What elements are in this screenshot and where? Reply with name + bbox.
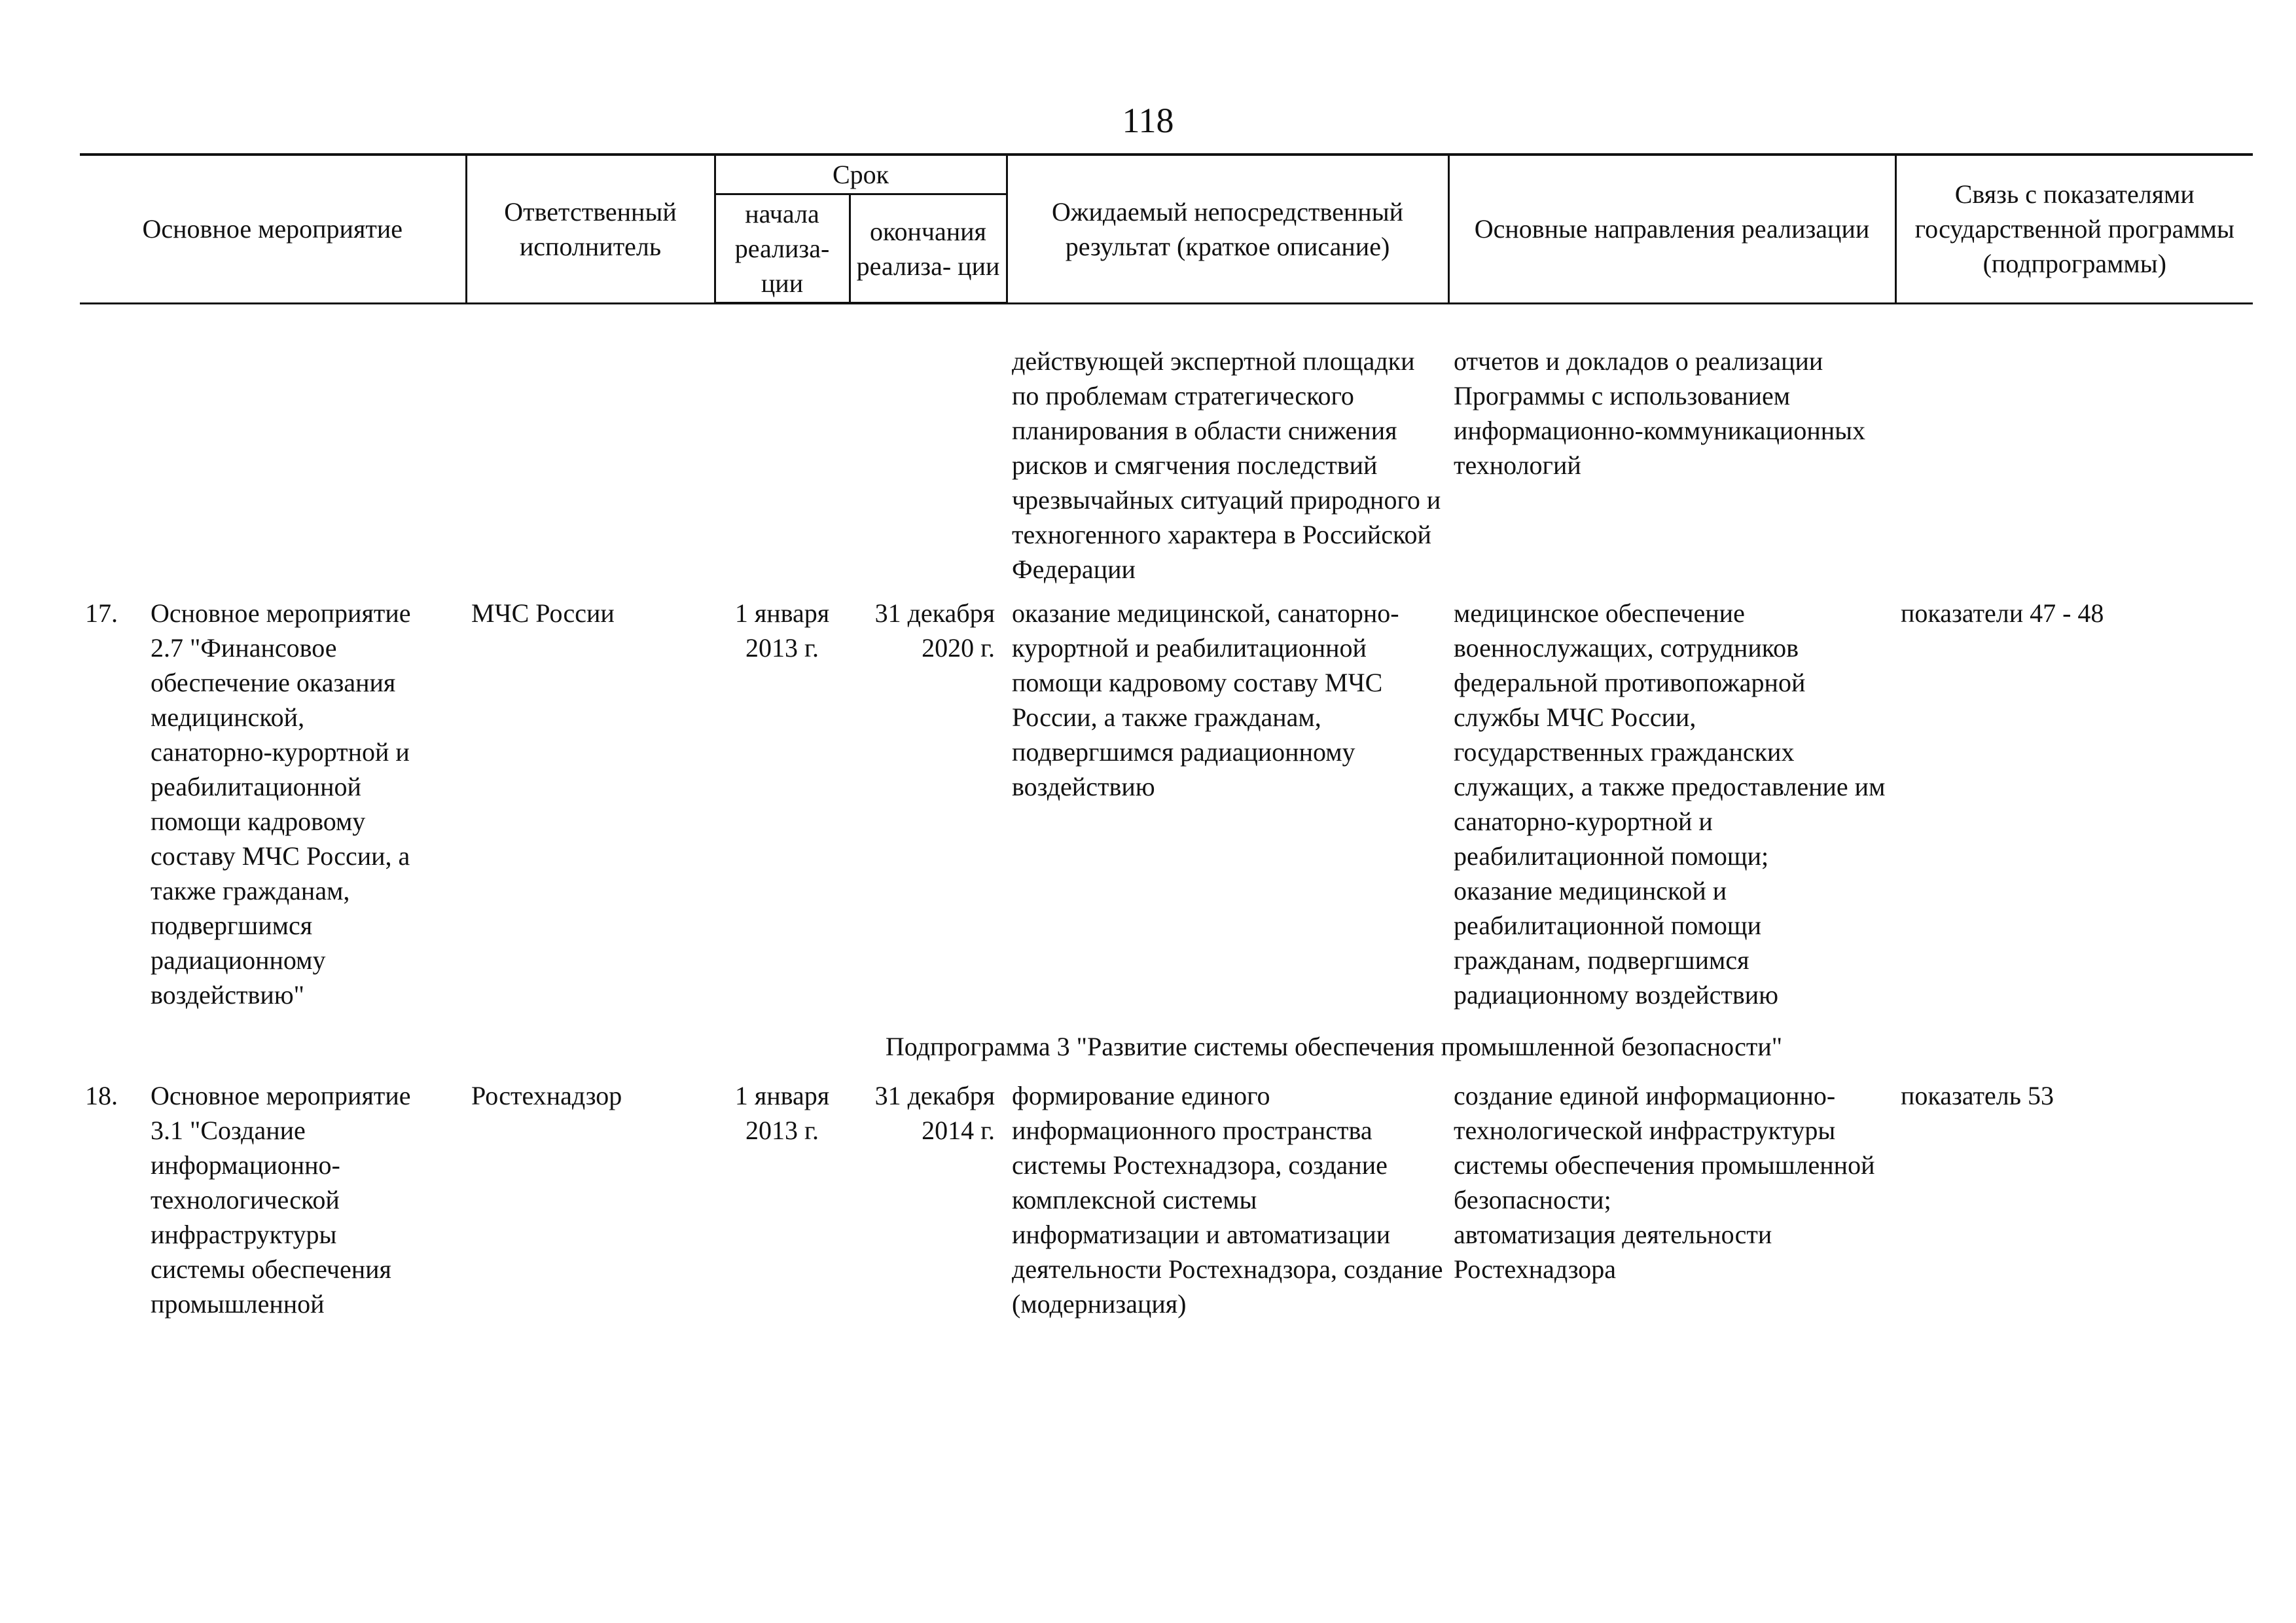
header-term: Срок: [715, 155, 1007, 194]
measures-table: [80, 153, 2253, 1329]
continuation-row: [80, 303, 2253, 596]
subprogram-row: [80, 1020, 2253, 1078]
directions-cell: [1448, 596, 1895, 1020]
start-date-cell: 1 января 2013 г.: [734, 598, 830, 663]
expected-result-cell: оказание медицинской, санаторно-курортной и реабилитационной помощи кадровому составу МЧС России, а также гражданам, подвергшимся радиационному воздействию: [1012, 598, 1399, 801]
directions-text: медицинское обеспечение военнослужащих, сотрудников федеральной противопожарной службы МЧС России, государственных гражданских служащих, а также предоставление им санаторно-курортной и реабилитационной помощи;: [1454, 598, 1886, 871]
header-directions: Основные направления реализации: [1448, 155, 1895, 303]
row-number: 18.: [85, 1080, 118, 1110]
indicators-cell: показатели 47 - 48: [1901, 598, 2104, 628]
expected-result-cell: формирование единого информационного пространства системы Ростехнадзора, создание комплексной системы информатизации и автоматизации деятельности Ростехнадзора, создание (модернизация): [1012, 1080, 1443, 1319]
table-row: [80, 596, 2253, 1020]
subprogram-title: Подпрограмма 3 "Развитие системы обеспечения промышленной безопасности": [885, 1031, 1783, 1061]
end-date-cell: 31 декабря 2014 г.: [874, 1080, 995, 1145]
header-start: начала реализа- ции: [715, 194, 850, 304]
directions-text-2: автоматизация деятельности Ростехнадзора: [1454, 1219, 1772, 1284]
measure-cell: [80, 596, 466, 1020]
row-number: 17.: [85, 598, 118, 628]
header-executor: Ответственный исполнитель: [466, 155, 715, 303]
executor-cell: Ростехнадзор: [471, 1080, 622, 1110]
directions-text: создание единой информационно-технологической инфраструктуры системы обеспечения промышленной безопасности;: [1454, 1080, 1875, 1214]
page-number: 118: [1122, 101, 1174, 140]
indicators-cell: показатель 53: [1901, 1080, 2054, 1110]
executor-cell: МЧС России: [471, 598, 615, 628]
continuation-expected-result: действующей экспертной площадки по проблемам стратегического планирования в области снижения рисков и смягчения последствий чрезвычайных ситуаций природного и техногенного характера в Российской Федерации: [1012, 346, 1441, 584]
header-measure: Основное мероприятие: [80, 155, 466, 303]
continuation-directions: отчетов и докладов о реализации Программы с использованием информационно-коммуникационных технологий: [1454, 346, 1866, 480]
measure-cell: [80, 1078, 466, 1329]
directions-cell: [1448, 1078, 1895, 1329]
header-end: окончания реализа- ции: [850, 194, 1007, 304]
header-indicators: Связь с показателями государственной программы (подпрограммы): [1895, 155, 2253, 303]
start-date-cell: 1 января 2013 г.: [734, 1080, 830, 1145]
header-expected-result: Ожидаемый непосредственный результат (краткое описание): [1007, 155, 1448, 303]
end-date-cell: 31 декабря 2020 г.: [874, 598, 995, 663]
table-row: [80, 1078, 2253, 1329]
table-header: [80, 155, 2253, 303]
directions-text-2: оказание медицинской и реабилитационной помощи гражданам, подвергшимся радиационному воздействию: [1454, 875, 1779, 1010]
measure-name: Основное мероприятие 2.7 "Финансовое обеспечение оказания медицинской, санаторно-курортной и реабилитационной помощи кадровому составу МЧС России, а также гражданам, подвергшимся радиационному воздействию": [151, 598, 411, 1010]
measure-name: Основное мероприятие 3.1 "Создание информационно-технологической инфраструктуры системы обеспечения промышленной: [151, 1080, 411, 1319]
